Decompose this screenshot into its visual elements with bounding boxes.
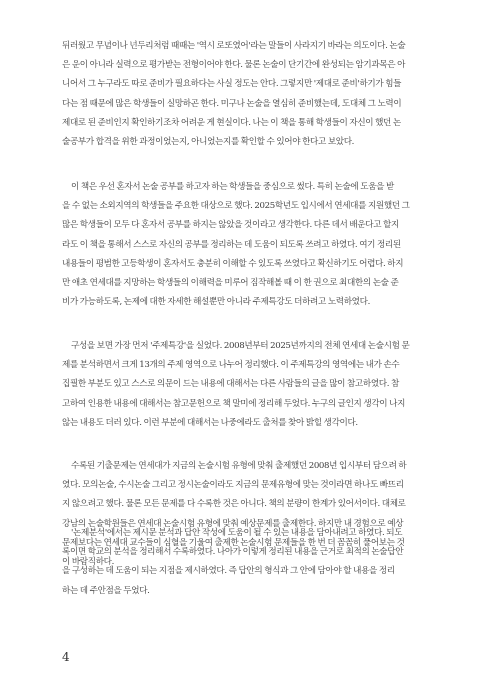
paragraph-line: 고하여 인용한 내용에 대해서는 참고문헌으로 책 말미에 정리해 두었다. 누구의 글인지 생각이 나지 xyxy=(62,398,406,409)
paragraph-line: 비가 가능하도록, 논제에 대한 자세한 해설뿐만 아니라 주제특강도 더하려고 노력하였다. xyxy=(62,297,370,308)
paragraph-line: 제를 분석하면서 크게 13개의 주제 영역으로 나누어 정리했다. 이 주제특강의 영역에는 내가 손수 xyxy=(62,360,400,371)
paragraph-line: '논제분석'에서는 제시문 분석과 답안 작성에 도움이 될 수 있는 내용을 담아내려고 하였다. 되도 xyxy=(71,528,403,538)
paragraph-line: 록이면 학교의 분석을 정리해서 수록하였다. 나아가 이렇게 정리된 내용을 근거로 최적의 논술답안 xyxy=(62,547,404,558)
paragraph-line: 을 구성하는 데 도움이 되는 지점을 제시하였다. 즉 답안의 형식과 그 안에 담아야 할 내용을 정리 xyxy=(62,566,395,577)
paragraph-line: 않는 내용도 더러 있다. 이런 부분에 대해서는 나중에라도 출처를 찾아 밝힐 생각이다. xyxy=(62,417,358,428)
paragraph-3 xyxy=(62,337,438,433)
paragraph-line: 집필한 부분도 있고 스스로 의문이 드는 내용에 대해서는 다른 사람들의 글을 많이 참고하였다. 참 xyxy=(62,379,399,390)
paragraph-2 xyxy=(62,178,438,312)
paragraph-line: 제대로 된 준비인지 확인하기조차 어려운 게 현실이다. 나는 이 책을 통해 학생들이 자신이 했던 논 xyxy=(62,117,401,128)
paragraph-line: 지 않으려고 했다. 물론 모든 문제를 다 수록한 것은 아니다. 책의 분량이 한계가 있어서이다. 대체로 xyxy=(62,499,406,510)
paragraph-5 xyxy=(62,524,438,601)
paragraph-line: 라도 이 책을 통해서 스스로 자신의 공부를 정리하는 데 도움이 되도록 쓰려고 하였다. 여기 정리된 xyxy=(62,239,401,250)
paragraph-line: 였다. 모의논술, 수시논술 그리고 정시논술이라도 지금의 문제유형에 맞는 것이라면 하나도 빠뜨리 xyxy=(62,480,404,491)
paragraph-line: 니어서 그 누구라도 따로 준비가 필요하다는 사실 정도는 안다. 그렇지만 '제대로 준비'하기가 힘들 xyxy=(62,79,402,90)
paragraph-line: 문제보다는 연세대 교수들이 심혈을 기울여 출제한 논술시험 문제들을 한 번 더 꼼꼼히 풀어보는 것 xyxy=(62,537,405,548)
paragraph-line: 많은 학생들이 모두 다 혼자서 공부를 하지는 않았을 것이라고 생각한다. 다른 데서 배운다고 할지 xyxy=(62,220,399,231)
paragraph-line: 수록된 기출문제는 연세대가 지금의 논술시험 유형에 맞춰 출제했던 2008년 입시부터 담으려 하 xyxy=(71,461,407,471)
page-number: 4 xyxy=(62,650,70,664)
paragraph-line: 뒤러웠고 무념이나 넌두리처럼 때때는 '역시 로또였어'라는 말들이 사라지기 바라는 의도이다. 논술 xyxy=(62,41,406,51)
paragraph-line: 이 바람직하다. xyxy=(62,556,114,567)
paragraph-line: 하는 데 주안점을 두었다. xyxy=(62,585,150,596)
paragraph-line: 을 수 없는 소외지역의 학생들을 주요한 대상으로 했다. 2025학년도 입시에서 연세대를 지원했던 그 xyxy=(62,201,410,212)
paragraph-line: 내용들이 평범한 고등학생이 혼자서도 충분히 이해할 수 있도록 쓰였다고 확신하기도 어렵다. 하지 xyxy=(62,258,404,269)
paragraph-line: 구성을 보면 가장 먼저 '주제특강'을 실었다. 2008년부터 2025년까지의 전체 연세대 논술시험 문 xyxy=(71,341,410,351)
paragraph-1 xyxy=(62,37,438,152)
paragraph-line: 만 애초 연세대를 지망하는 학생들의 이해력을 미루어 짐작해볼 때 이 한 권으로 최대한의 논술 준 xyxy=(62,277,399,288)
paragraph-line: 술공부가 합격을 위한 과정이었는지, 아니었는지를 확인할 수 있어야 한다고 보았다. xyxy=(62,136,355,147)
paragraph-line: 강남의 논술학원들은 연세대 논술시험 유형에 맞춰 예상문제를 출제한다. 하지만 내 경험으로 예상 xyxy=(62,518,404,529)
paragraph-line: 은 운이 아니라 실력으로 평가받는 전형이어야 한다. 물론 논술이 단기간에 완성되는 암기과목은 아 xyxy=(62,60,406,71)
paragraph-line: 다는 점 때문에 많은 학생들이 실망하곤 한다. 미구나 논술을 열심히 준비했는데, 도대체 그 노력이 xyxy=(62,98,402,109)
paragraph-line: 이 책은 우선 혼자서 논술 공부를 하고자 하는 학생들을 중심으로 썼다. 특히 논술에 도움을 받 xyxy=(71,182,394,192)
